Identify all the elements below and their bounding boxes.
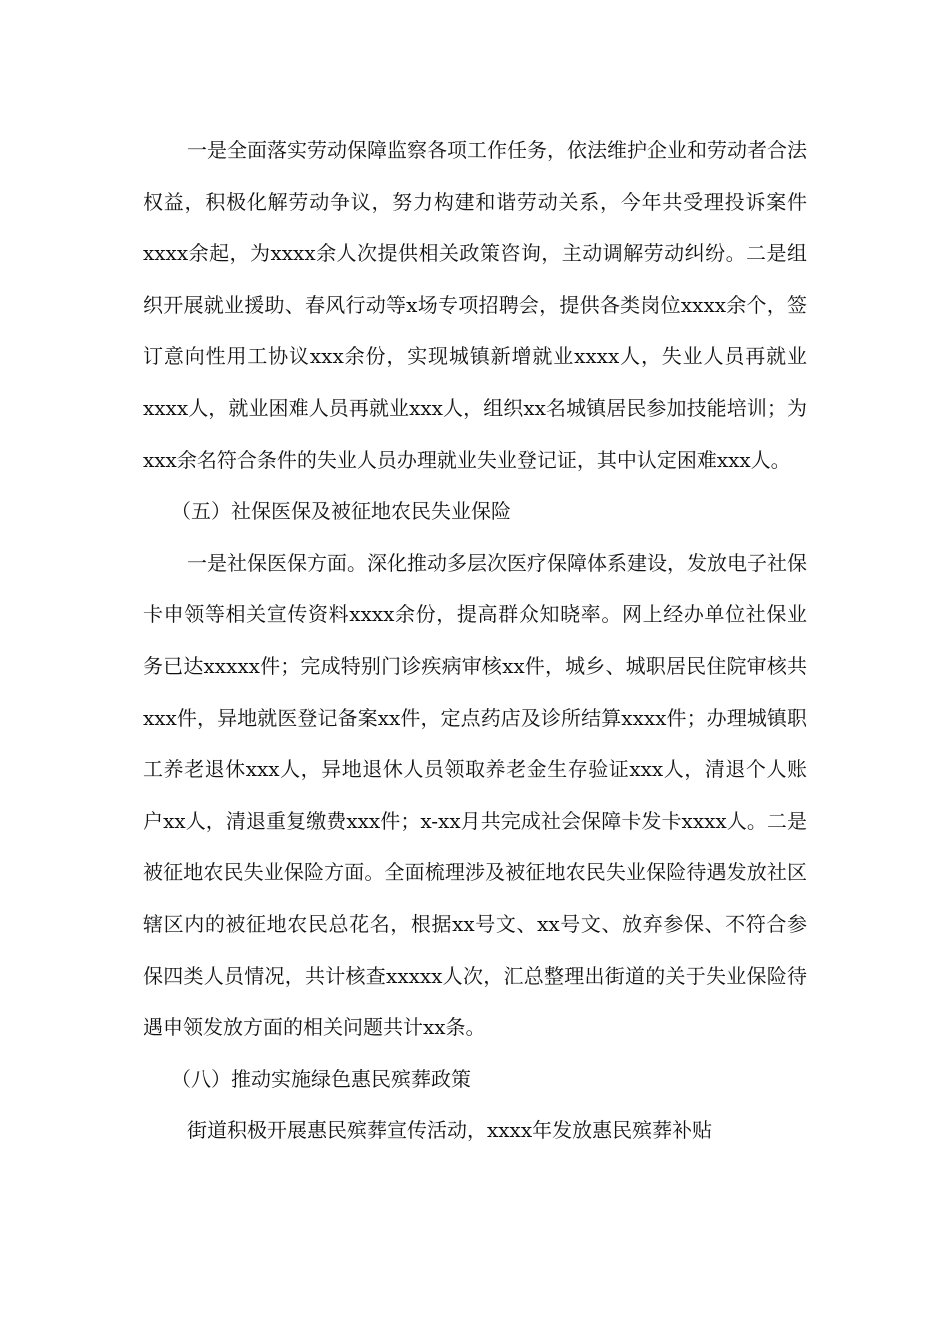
paragraph-labor-employment: 一是全面落实劳动保障监察各项工作任务，依法维护企业和劳动者合法权益，积极化解劳动争议，努力构建和谐劳动关系，今年共受理投诉案件xxxx余起，为xxxx余人次提供相关政策咨询，主动调解劳动纠纷。二是组织开展就业援助、春风行动等x场专项招聘会，提供各类岗位xxxx余个，签订意向性用工协议xxx余份，实现城镇新增就业xxxx人，失业人员再就业xxxx人，就业困难人员再就业xxx人，组织xx名城镇居民参加技能培训；为xxx余名符合条件的失业人员办理就业失业登记证，其中认定困难xxx人。 — [143, 138, 807, 472]
section-heading-social-insurance: （五）社保医保及被征地农民失业保险 — [171, 499, 511, 524]
paragraph-social-insurance: 一是社保医保方面。深化推动多层次医疗保障体系建设，发放电子社保卡申领等相关宣传资料xxxx余份，提高群众知晓率。网上经办单位社保业务已达xxxxx件；完成特别门诊疾病审核xx件，城乡、城职居民住院审核共xxx件，异地就医登记备案xx件，定点药店及诊所结算xxxx件；办理城镇职工养老退休xxx人，异地退休人员领取养老金生存验证xxx人，清退个人账户xx人，清退重复缴费xxx件；x-xx月共完成社会保障卡发卡xxxx人。二是被征地农民失业保险方面。全面梳理涉及被征地农民失业保险待遇发放社区辖区内的被征地农民总花名，根据xx号文、xx号文、放弃参保、不符合参保四类人员情况，共计核查xxxxx人次，汇总整理出街道的关于失业保险待遇申领发放方面的相关问题共计xx条。 — [143, 550, 807, 1040]
section-heading-funeral-policy: （八）推动实施绿色惠民殡葬政策 — [171, 1066, 471, 1091]
paragraph-funeral-policy: 街道积极开展惠民殡葬宣传活动，xxxx年发放惠民殡葬补贴 — [187, 1118, 713, 1143]
document-page — [143, 125, 807, 1157]
